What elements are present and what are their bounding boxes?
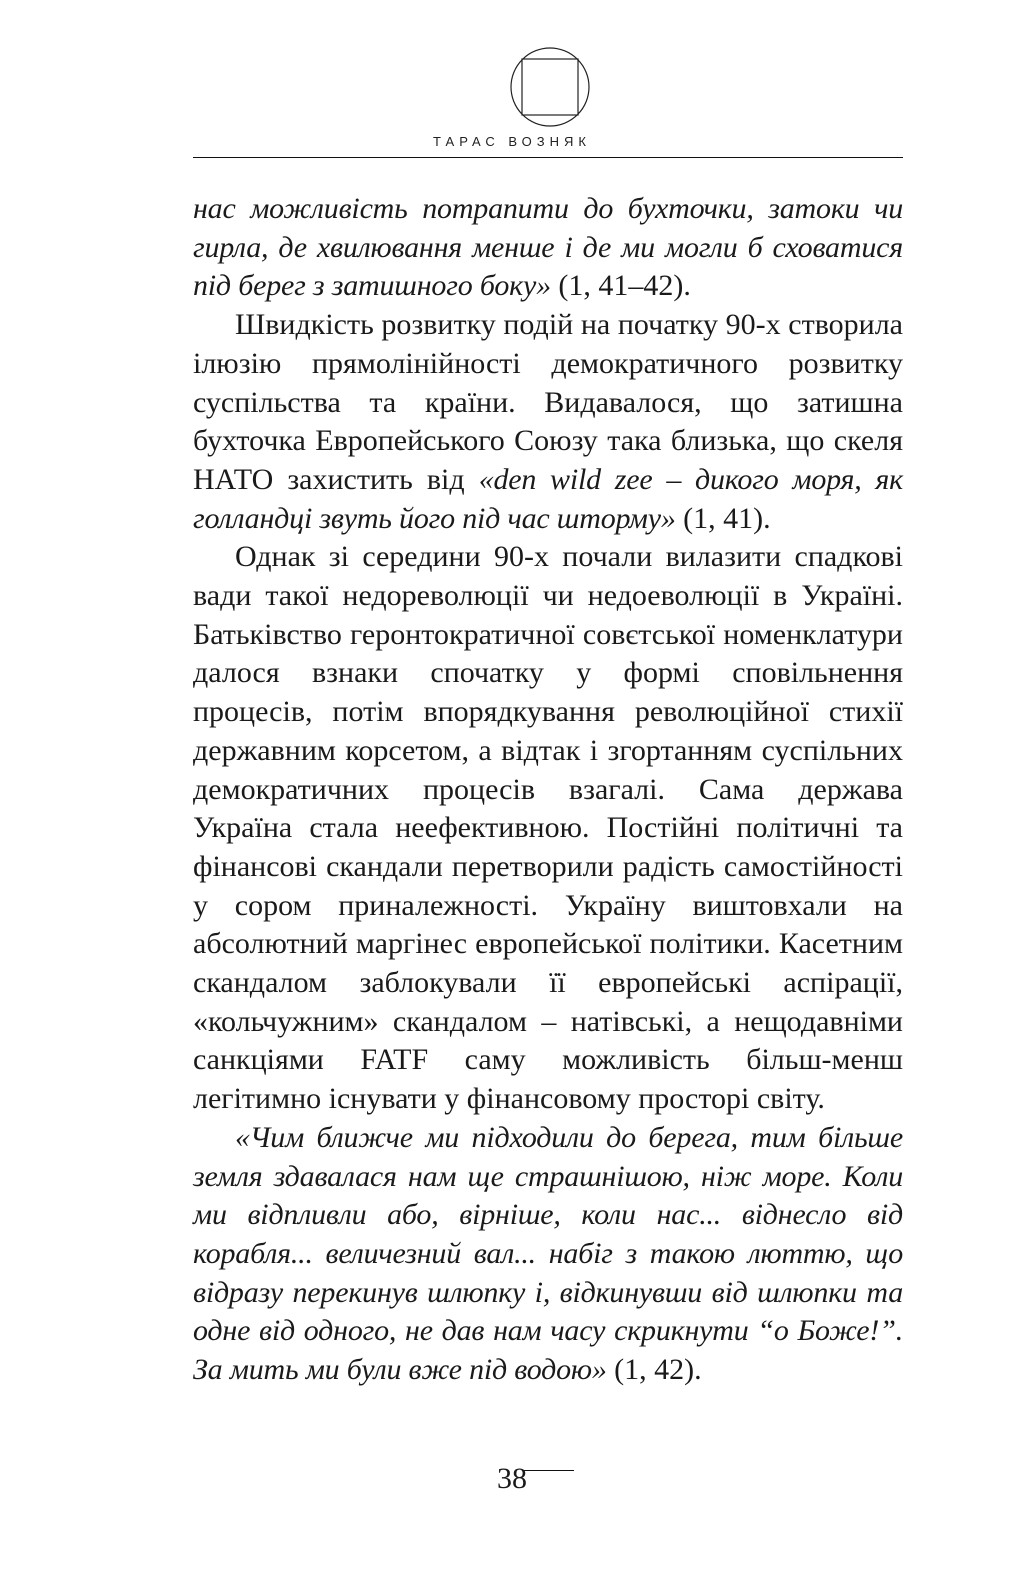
body-text [193, 190, 903, 1390]
paragraph [193, 538, 903, 1119]
header-rule [193, 157, 903, 158]
text-run: Швидкість розвитку подій на початку 90-х створила ілюзію прямолінійності демократичного розвитку суспільства та країни. Видавалося, що затишна бухточка Европейського Союзу така близька, що скеля НАТО захистить від [193, 308, 903, 496]
italic-quote-run: нас можливість потрапити до бухточки, затоки чи гирла, де хвилювання менше і де ми могли б сховатися під берег з затишного боку» [193, 192, 903, 303]
italic-quote-run: «Чим ближче ми підходили до берега, тим більше земля здавалася нам ще страшнішою, ніж море. Коли ми відпливли або, вірніше, коли нас... віднесло від корабля... величезний вал... набіг з такою люттю, що відразу перекинув шлюпку і, відкинувши від шлюпки та одне від одного, не дав нам часу скрикнути “о Боже!”. За мить ми були вже під водою» [193, 1120, 903, 1387]
logo-circle-square-icon [510, 47, 590, 127]
running-head-author: ТАРАС ВОЗНЯК [433, 134, 591, 149]
text-run: Однак зі середини 90-х почали вилазити спадкові вади такої недореволюції чи недоеволюції в Україні. Батьківство геронтократичної совєтської номенклатури далося взнаки спочатку у формі сповільнення процесів, потім впорядкування революційної стихії державним корсетом, а відтак і згортанням суспільних демократичних процесів взагалі. Сама держава Україна стала неефективною. Постійні політичні та фінансові скандали перетворили радість самостійності у сором приналежності. Україну виштовхали на абсолютний маргінес европейської політики. Касетним скандалом заблокували її европейські аспірації, «кольчужним» скандалом – натівські, а нещодавніми санкціями FATF саму можливість більш-менш легітимно існувати у фінансовому просторі світу. [193, 540, 903, 1116]
page-number: 38 [497, 1462, 527, 1495]
text-run: (1, 42). [606, 1353, 702, 1387]
paragraph [193, 306, 903, 538]
text-run: (1, 41). [675, 501, 771, 535]
paragraph [193, 1119, 903, 1390]
text-run: (1, 41–42). [550, 269, 691, 303]
paragraph [193, 190, 903, 306]
italic-quote-run: «den wild zee – дикого моря, як голландці звуть його під час шторму» [193, 462, 904, 535]
